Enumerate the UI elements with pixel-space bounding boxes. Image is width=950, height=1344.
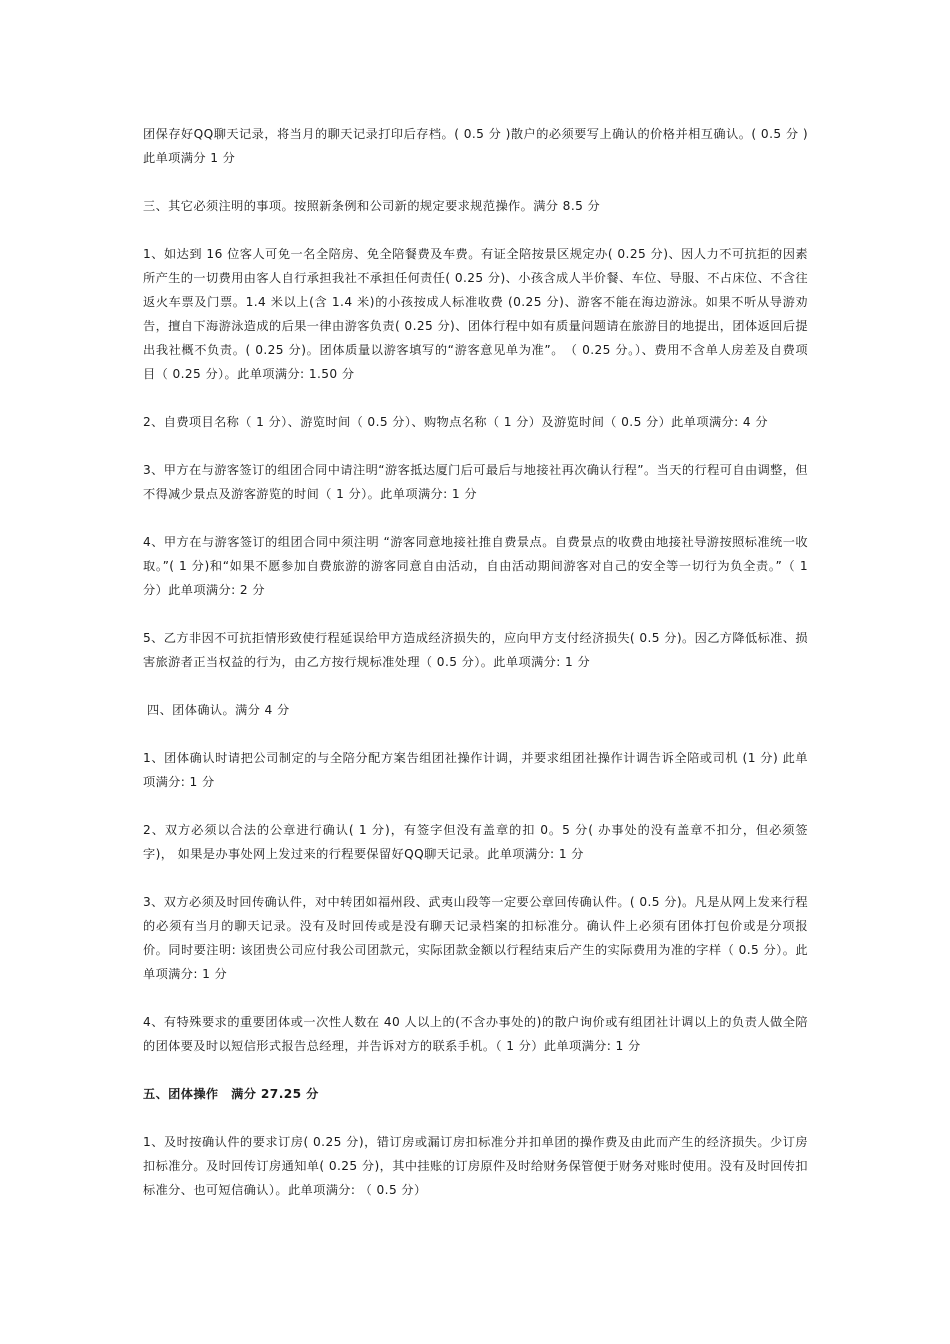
- section-heading-4: 四、团体确认。满分 4 分: [147, 703, 290, 717]
- document-page: [143, 122, 808, 1226]
- paragraph-4-2: 2、双方必须以合法的公章进行确认( 1 分)，有签字但没有盖章的扣 0。5 分( 办事处的没有盖章不扣分，但必须签字)， 如果是办事处网上发过来的行程要保留好QQ聊天记录。此单项满分: 1 分: [143, 823, 808, 861]
- paragraph-3-2: 2、自费项目名称（ 1 分）、游览时间（ 0.5 分）、购物点名称（ 1 分）及游览时间（ 0.5 分）此单项满分: 4 分: [143, 415, 768, 429]
- section-heading-3: 三、其它必须注明的事项。按照新条例和公司新的规定要求规范操作。满分 8.5 分: [143, 199, 601, 213]
- paragraph-qq-records: 团保存好QQ聊天记录，将当月的聊天记录打印后存档。( 0.5 分 )散户的必须要写上确认的价格并相互确认。( 0.5 分 ) 此单项满分 1 分: [143, 127, 808, 165]
- paragraph-3-5: 5、乙方非因不可抗拒情形致使行程延误给甲方造成经济损失的，应向甲方支付经济损失( 0.5 分)。因乙方降低标准、损害旅游者正当权益的行为，由乙方按行规标准处理（ 0.5 分）。此单项满分: 1 分: [143, 631, 808, 669]
- paragraph-3-3: 3、甲方在与游客签订的组团合同中请注明“游客抵达厦门后可最后与地接社再次确认行程”。当天的行程可自由调整，但不得减少景点及游客游览的时间（ 1 分）。此单项满分: 1 分: [143, 463, 808, 501]
- paragraph-3-1: 1、如达到 16 位客人可免一名全陪房、免全陪餐费及车费。有证全陪按景区规定办( 0.25 分)、因人力不可抗拒的因素所产生的一切费用由客人自行承担我社不承担任何责任( 0.25 分)、小孩含成人半价餐、车位、导服、不占床位、不含往返火车票及门票。1.4 米以上(含 1.4 米)的小孩按成人标准收费 (0.25 分)、游客不能在海边游泳。如果不听从导游劝告，擅自下海游泳造成的后果一律由游客负责( 0.25 分)、团体行程中如有质量问题请在旅游目的地提出，团体返回后提出我社概不负责。( 0.25 分)。团体质量以游客填写的“游客意见单为准”。 （ 0.25 分。）、费用不含单人房差及自费项目（ 0.25 分）。此单项满分: 1.50 分: [143, 247, 808, 381]
- paragraph-4-3: 3、双方必须及时回传确认件，对中转团如福州段、武夷山段等一定要公章回传确认件。( 0.5 分)。凡是从网上发来行程的必须有当月的聊天记录。没有及时回传或是没有聊天记录档案的扣标准分。确认件上必须有团体打包价或是分项报价。同时要注明: 该团贵公司应付我公司团款元，实际团款金额以行程结束后产生的实际费用为准的字样（ 0.5 分）。此单项满分: 1 分: [143, 895, 808, 981]
- paragraph-5-1: 1、及时按确认件的要求订房( 0.25 分)，错订房或漏订房扣标准分并扣单团的操作费及由此而产生的经济损失。少订房扣标准分。及时回传订房通知单( 0.25 分)，其中挂账的订房原件及时给财务保管便于财务对账时使用。没有及时回传扣标准分、也可短信确认）。此单项满分: （ 0.5 分）: [143, 1135, 808, 1197]
- section-heading-5: 五、团体操作 满分 27.25 分: [143, 1087, 319, 1101]
- paragraph-4-4: 4、有特殊要求的重要团体或一次性人数在 40 人以上的(不含办事处的)的散户询价或有组团社计调以上的负责人做全陪的团体要及时以短信形式报告总经理，并告诉对方的联系手机。（ 1 分）此单项满分: 1 分: [143, 1015, 808, 1053]
- paragraph-3-4: 4、甲方在与游客签订的组团合同中须注明 “游客同意地接社推自费景点。自费景点的收费由地接社导游按照标准统一收取。”( 1 分)和“如果不愿参加自费旅游的游客同意自由活动，自由活动期间游客对自己的安全等一切行为负全责。”（ 1 分）此单项满分: 2 分: [143, 535, 808, 597]
- paragraph-4-1: 1、团体确认时请把公司制定的与全陪分配方案告组团社操作计调，并要求组团社操作计调告诉全陪或司机 (1 分) 此单项满分: 1 分: [143, 751, 808, 789]
